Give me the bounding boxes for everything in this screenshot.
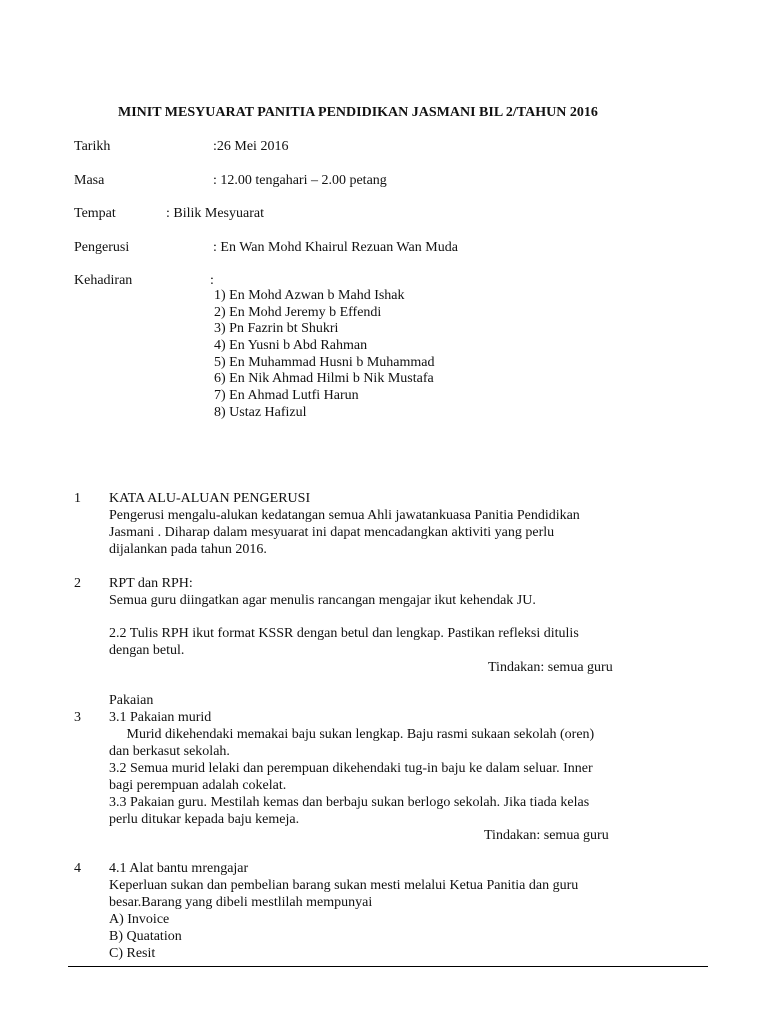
- kehadiran-colon: :: [210, 273, 214, 288]
- section-1-line: Pengerusi mengalu-alukan kedatangan semua Ahli jawatankuasa Panitia Pendidikan: [109, 508, 580, 523]
- section-1-number: 1: [74, 491, 81, 506]
- section-3: [109, 709, 594, 828]
- section-3-line: perlu ditukar kepada baju kemeja.: [109, 812, 300, 827]
- section-2-heading: RPT dan RPH:: [109, 576, 193, 591]
- section-2: [109, 575, 536, 609]
- section-3-line: 3.3 Pakaian guru. Mestilah kemas dan berbaju sukan berlogo sekolah. Jika tiada kelas: [109, 795, 590, 810]
- list-item: 5) En Muhammad Husni b Muhammad: [214, 354, 435, 370]
- section-2-number: 2: [74, 576, 81, 591]
- list-item: B) Quatation: [109, 929, 182, 944]
- section-1-line: dijalankan pada tahun 2016.: [109, 542, 267, 557]
- tarikh-value: :26 Mei 2016: [213, 139, 289, 154]
- section-2-line: 2.2 Tulis RPH ikut format KSSR dengan betul dan lengkap. Pastikan refleksi ditulis: [109, 626, 579, 641]
- section-4-number: 4: [74, 861, 81, 876]
- attendee-list: [214, 288, 434, 422]
- section-3-line: 3.1 Pakaian murid: [109, 710, 212, 725]
- section-4-line: Keperluan sukan dan pembelian barang sukan mesti melalui Ketua Panitia dan guru: [109, 878, 579, 893]
- tempat-value: : Bilik Mesyuarat: [166, 206, 264, 221]
- section-1: [109, 490, 580, 558]
- section-3-tindakan: Tindakan: semua guru: [484, 828, 609, 843]
- section-4: [109, 860, 578, 962]
- section-3-line: 3.2 Semua murid lelaki dan perempuan dikehendaki tug-in baju ke dalam seluar. Inner: [109, 761, 593, 776]
- list-item: 3) Pn Fazrin bt Shukri: [214, 321, 339, 337]
- list-item: C) Resit: [109, 946, 156, 961]
- list-item: 6) En Nik Ahmad Hilmi b Nik Mustafa: [214, 371, 434, 387]
- masa-label: Masa: [74, 173, 105, 188]
- list-item: 7) En Ahmad Lutfi Harun: [214, 388, 359, 404]
- page-title: MINIT MESYUARAT PANITIA PENDIDIKAN JASMANI BIL 2/TAHUN 2016: [118, 105, 598, 120]
- section-3-line: Murid dikehendaki memakai baju sukan lengkap. Baju rasmi sukaan sekolah (oren): [109, 727, 595, 742]
- section-1-line: Jasmani . Diharap dalam mesyuarat ini dapat mencadangkan aktiviti yang perlu: [109, 525, 555, 540]
- list-item: 1) En Mohd Azwan b Mahd Ishak: [214, 288, 405, 303]
- section-2-line: dengan betul.: [109, 643, 185, 658]
- list-item: 8) Ustaz Hafizul: [214, 404, 307, 420]
- tarikh-label: Tarikh: [74, 139, 111, 154]
- section-4-line: 4.1 Alat bantu mrengajar: [109, 861, 249, 876]
- section-3-line: bagi perempuan adalah cokelat.: [109, 778, 287, 793]
- section-3-line: dan berkasut sekolah.: [109, 744, 230, 759]
- list-item: 4) En Yusni b Abd Rahman: [214, 338, 368, 354]
- tempat-label: Tempat: [74, 206, 116, 221]
- pengerusi-value: : En Wan Mohd Khairul Rezuan Wan Muda: [213, 240, 458, 255]
- section-1-heading: KATA ALU-ALUAN PENGERUSI: [109, 491, 311, 506]
- section-4-line: besar.Barang yang dibeli mestlilah mempunyai: [109, 895, 373, 910]
- footer-divider: [68, 966, 708, 967]
- list-item: A) Invoice: [109, 912, 170, 927]
- kehadiran-label: Kehadiran: [74, 273, 133, 288]
- section-3-pre-heading: Pakaian: [109, 693, 154, 708]
- list-item: 2) En Mohd Jeremy b Effendi: [214, 304, 382, 320]
- pengerusi-label: Pengerusi: [74, 240, 130, 255]
- section-2-line: Semua guru diingatkan agar menulis rancangan mengajar ikut kehendak JU.: [109, 593, 536, 608]
- section-2-tindakan: Tindakan: semua guru: [488, 660, 613, 675]
- section-2-2: [109, 625, 579, 659]
- masa-value: : 12.00 tengahari – 2.00 petang: [213, 173, 387, 188]
- section-3-number: 3: [74, 710, 81, 725]
